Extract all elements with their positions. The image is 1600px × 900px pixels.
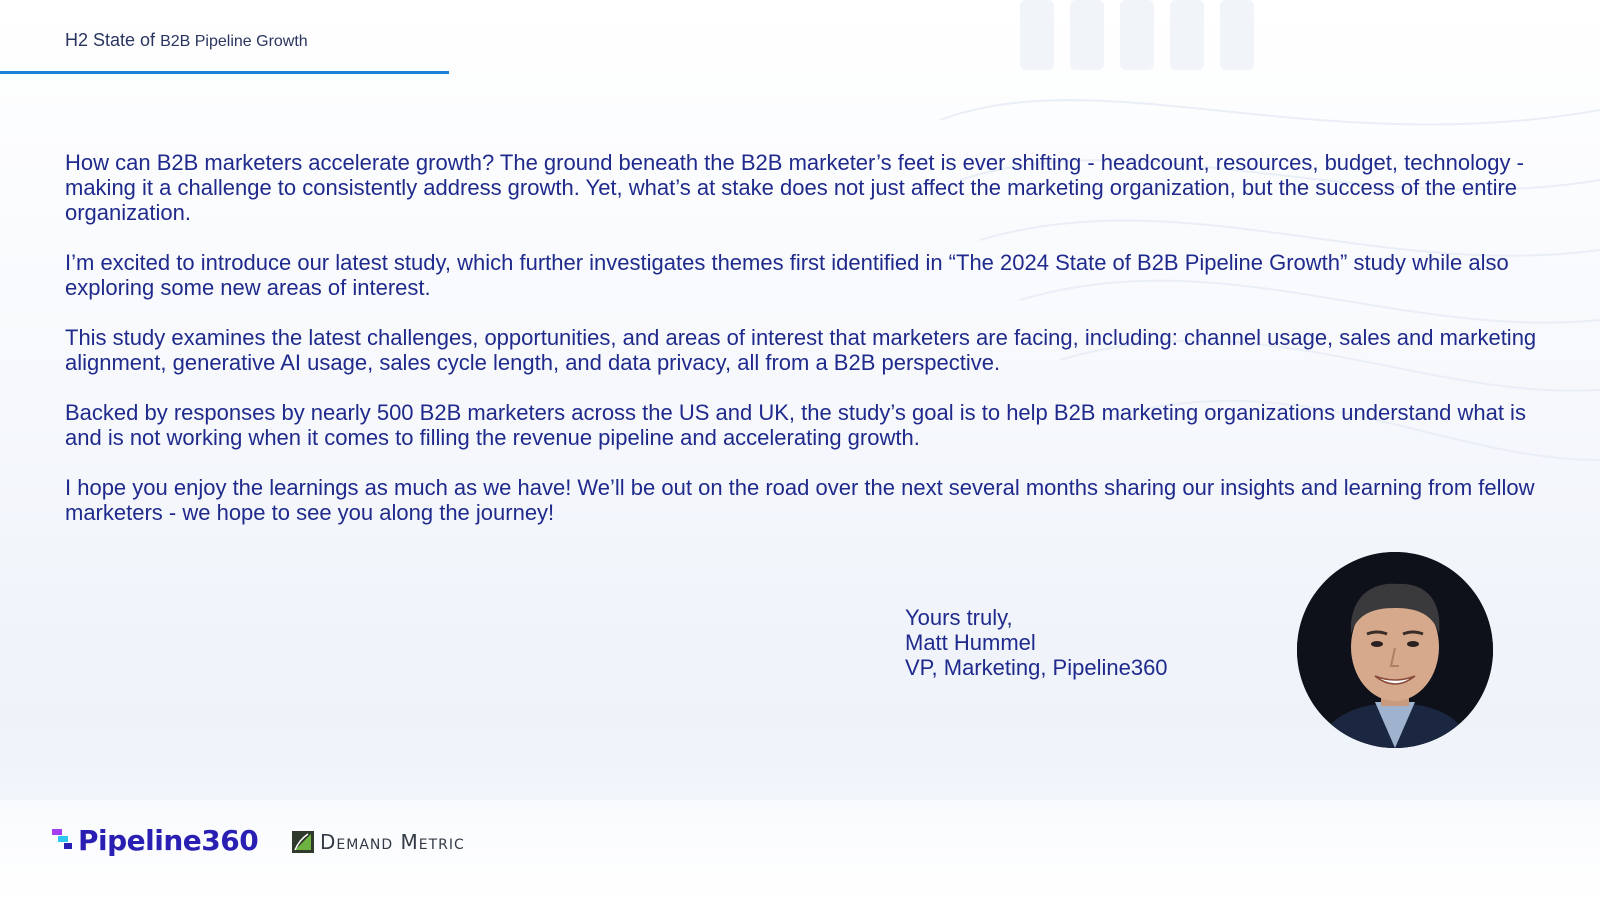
pipeline360-mark-icon	[52, 827, 78, 853]
signature-name: Matt Hummel	[905, 630, 1036, 655]
demand-metric-mark-icon	[292, 831, 314, 853]
pipeline360-wordmark: Pipeline360	[78, 823, 259, 857]
signature-closing: Yours truly,	[905, 605, 1013, 630]
paragraph: This study examines the latest challenges, opportunities, and areas of interest that marketers are facing, including: channel usage, sales and marketing alignment, generative AI usage, sales cycle length, and data privacy, all from a B2B perspective.	[65, 325, 1537, 375]
header-title-prefix: H2 State of	[65, 30, 161, 50]
paragraph: How can B2B marketers accelerate growth? The ground beneath the B2B marketer’s feet is ever shifting - headcount, resources, budget, technology - making it a challenge to consistently address growth. Yet, what’s at stake does not just affect the marketing organization, but the success of the entire organization.	[65, 150, 1524, 225]
paragraph: I hope you enjoy the learnings as much as we have! We’ll be out on the road over the next several months sharing our insights and learning from fellow marketers - we hope to see you along the journey!	[65, 475, 1535, 525]
demand-metric-wordmark: Demand Metric	[320, 830, 465, 854]
paragraph: Backed by responses by nearly 500 B2B marketers across the US and UK, the study’s goal is to help B2B marketing organizations understand what is and is not working when it comes to filling the revenue pipeline and accelerating growth.	[65, 400, 1526, 450]
header-title-suffix: B2B Pipeline Growth	[160, 33, 308, 50]
signature-role: VP, Marketing, Pipeline360	[905, 655, 1168, 680]
pipeline360-logo	[52, 822, 258, 858]
author-portrait	[1297, 552, 1493, 748]
paragraph: I’m excited to introduce our latest study, which further investigates themes first identified in “The 2024 State of B2B Pipeline Growth” study while also exploring some new areas of interest.	[65, 250, 1509, 300]
header-underline	[0, 71, 449, 74]
signature-block	[905, 605, 1168, 680]
demand-metric-logo	[292, 829, 465, 855]
page-header	[65, 30, 308, 51]
letter-body	[65, 150, 1545, 550]
